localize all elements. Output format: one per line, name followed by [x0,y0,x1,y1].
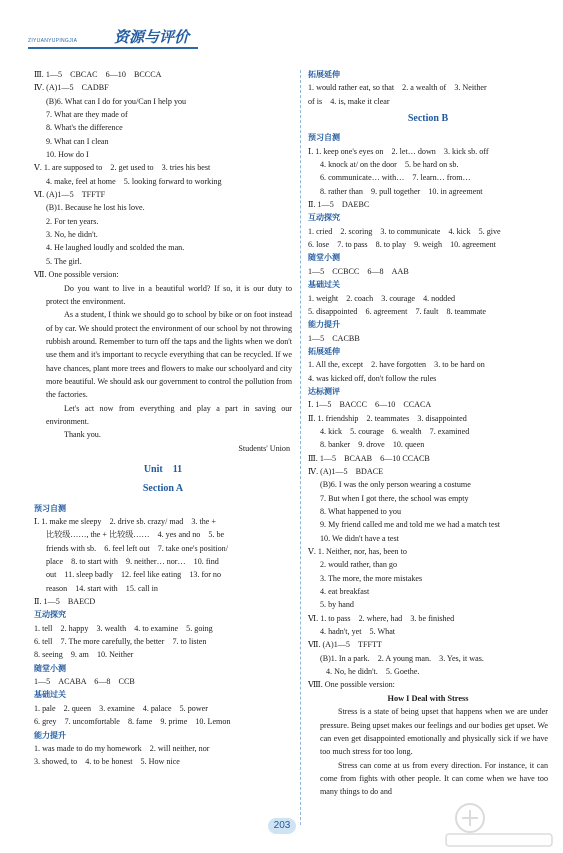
header-rule [28,47,198,49]
header-brand: 资源与评价 [114,28,190,46]
answer-line: 5. The girl. [46,256,82,266]
answer-line: 4. kick 5. courage 6. wealth 7. examined [320,426,470,436]
answer-line: 4. No, he didn't. 5. Goethe. [326,667,420,677]
answer-line: Ⅰ. 1. keep one's eyes on 2. let… down 3. kick sb. off [308,146,489,156]
essay-paragraph: Thank you. [64,430,101,440]
answer-line: (B)1. Because he lost his love. [46,203,145,213]
answer-line: 6. tell 7. The more carefully, the better 7. to listen [34,637,207,647]
section-heading: 互动探究 [34,610,66,620]
answer-line: 4. make, feel at home 5. looking forward to working [46,176,222,186]
answer-line: 1—5 CACBB [308,333,360,343]
answer-line: Ⅷ. One possible version: [308,680,395,690]
answer-line: 9. My friend called me and told me we had a match test [320,520,501,530]
section-heading: 预习自测 [308,133,340,143]
answer-line: 8. banker 9. drove 10. queen [320,440,425,450]
answer-line: 7. But when I got there, the school was empty [320,493,469,503]
answer-line: 4. He laughed loudly and scolded the man. [46,243,185,253]
section-heading: 能力提升 [34,730,66,740]
answer-line: 比较级……, the + 比较级…… 4. yes and no 5. be [46,530,225,540]
answer-line: Ⅴ. 1. Neither, nor, has, been to [308,547,407,557]
answer-line: Students' Union [238,443,290,453]
answer-line: 6. grey 7. uncomfortable 8. fame 9. prime 10. Lemon [34,717,231,727]
answer-line: Ⅰ. 1—5 BACCC 6—10 CCACA [308,400,432,410]
answer-line: Ⅱ. 1. friendship 2. teammates 3. disappointed [308,413,467,423]
answer-line: 8. seeing 9. am 10. Neither [34,650,134,660]
answer-line: 2. would rather, than go [320,560,397,570]
answer-line: Ⅵ. (A)1—5 TFFTF [34,190,106,200]
answer-line: 9. What can I clean [46,136,109,146]
answer-line: 8. rather than 9. pull together 10. in agreement [320,186,483,196]
section-heading: 拓展延伸 [308,346,340,356]
watermark-logo [440,800,558,848]
answer-line: 3. The more, the more mistakes [320,573,423,583]
answer-line: of is 4. is, make it clear [308,96,390,106]
header-pinyin: ZIYUANYUPINGJIA [28,38,78,44]
answer-line: Ⅱ. 1—5 DAEBC [308,200,370,210]
section-title: Section A [142,483,184,495]
answer-line: (B)6. What can I do for you/Can I help you [46,96,187,106]
section-heading: 预习自测 [34,503,66,513]
answer-line: 1. pale 2. queen 3. examine 4. palace 5. power [34,703,208,713]
section-heading: 能力提升 [308,320,340,330]
answer-line: 10. We didn't have a test [320,533,399,543]
page-header [28,26,208,48]
answer-line: 1—5 CCBCC 6—8 AAB [308,266,409,276]
answer-line: 6. communicate… with… 7. learn… from… [320,173,471,183]
essay-paragraph: Stress is a state of being upset that happens when we are under pressure. Being upset makes our feelings and our bodies get upset. We can even get disappointed emotionally and physically sick if we have too much stress for too long. [320,707,548,757]
answer-line: 1. All the, except 2. have forgotten 3. to be hard on [308,360,485,370]
answer-line: 4. hadn't, yet 5. What [320,627,396,637]
answer-line: 1. would rather eat, so that 2. a wealth of 3. Neither [308,83,487,93]
answer-line: Ⅱ. 1—5 BAECD [34,597,96,607]
answer-line: 6. lose 7. to pass 8. to play 9. weigh 10. agreement [308,240,496,250]
right-column [308,68,548,799]
answer-line: 1. was made to do my homework 2. will neither, nor [34,743,210,753]
unit-title: Unit 11 [143,463,183,475]
answer-line: Ⅲ. 1—5 BCAAB 6—10 CCACB [308,453,430,463]
answer-line: 1. tell 2. happy 3. wealth 4. to examine 5. going [34,623,213,633]
essay-paragraph: Let's act now from everything and play a part in saving our environment. [46,403,292,426]
section-heading: 互动探究 [308,213,340,223]
answer-line: 1. weight 2. coach 3. courage 4. nodded [308,293,455,303]
answer-line: out 11. sleep badly 12. feel like eating 13. for no [46,570,222,580]
answer-line: 4. knock at/ on the door 5. be hard on sb. [320,160,459,170]
answer-line: 8. What happened to you [320,507,401,516]
column-divider [300,70,301,825]
section-heading: 拓展延伸 [308,70,340,79]
answer-line: Ⅳ. (A)1—5 CADBF [34,83,109,93]
essay-paragraph: As a student, I think we should go to school by bike or on foot instead of by car. We should protect the environment of our school by not throwing rubbish around. Remember to turn off the taps and the lights when we don't use them and it's important to recycle everything that can be recycled. If we have chances, plant more trees and flowers to make our schoolyard and city more beautiful. We should ask our government to control the pollution from the factories. [46,310,293,400]
answer-line: (B)1. In a park. 2. A young man. 3. Yes, it was. [320,653,484,663]
section-heading: 基础过关 [308,280,340,290]
answer-line: 8. What's the difference [46,123,123,133]
essay-paragraph: Stress can come at us from every direction. For instance, it can come from fights with other people. It can come when we have too many things to do and [320,760,548,797]
answer-line: Ⅴ. 1. are supposed to 2. get used to 3. tries his best [34,163,211,173]
answer-line: friends with sb. 6. feel left out 7. take one's position/ [46,543,228,553]
answer-line: Ⅳ. (A)1—5 BDACE [308,466,384,476]
answer-line: 4. was kicked off, don't follow the rules [308,373,437,383]
essay-paragraph: Do you want to live in a beautiful world? If so, it is our duty to protect the environment. [46,283,292,306]
answer-line: Ⅲ. 1—5 CBCAC 6—10 BCCCA [34,70,162,79]
answer-line: 4. eat breakfast [320,587,370,597]
answer-line: Ⅵ. 1. to pass 2. where, had 3. be finished [308,613,455,623]
section-heading: 随堂小测 [308,253,340,263]
section-heading: 随堂小测 [34,663,66,673]
answer-line: reason 14. start with 15. call in [46,583,158,593]
answer-line: Ⅰ. 1. make me sleepy 2. drive sb. crazy/ mad 3. the + [34,517,216,526]
answer-line: 5. by hand [320,600,354,610]
answer-line: 2. For ten years. [46,216,99,226]
section-heading: 基础过关 [34,690,66,700]
answer-line: 7. What are they made of [46,110,128,120]
section-title: Section B [407,113,449,125]
answer-line: Ⅶ. (A)1—5 TFFTT [308,640,382,650]
essay-title: How I Deal with Stress [387,693,469,703]
left-column [34,68,292,769]
answer-line: 3. showed, to 4. to be honest 5. How nice [34,757,180,767]
answer-line: 1. cried 2. scoring 3. to communicate 4. kick 5. give [308,226,501,236]
answer-line: 1—5 ACABA 6—8 CCB [34,677,135,687]
section-heading: 达标测评 [308,386,340,396]
answer-line: 3. No, he didn't. [46,230,98,240]
page-number: 203 [268,818,296,834]
answer-line: Ⅶ. One possible version: [34,270,119,280]
answer-line: place 8. to start with 9. neither… nor… 10. find [46,557,219,567]
answer-line: 5. disappointed 6. agreement 7. fault 8. teammate [308,306,487,316]
answer-line: (B)6. I was the only person wearing a costume [320,480,471,490]
answer-line: 10. How do I [46,150,89,160]
